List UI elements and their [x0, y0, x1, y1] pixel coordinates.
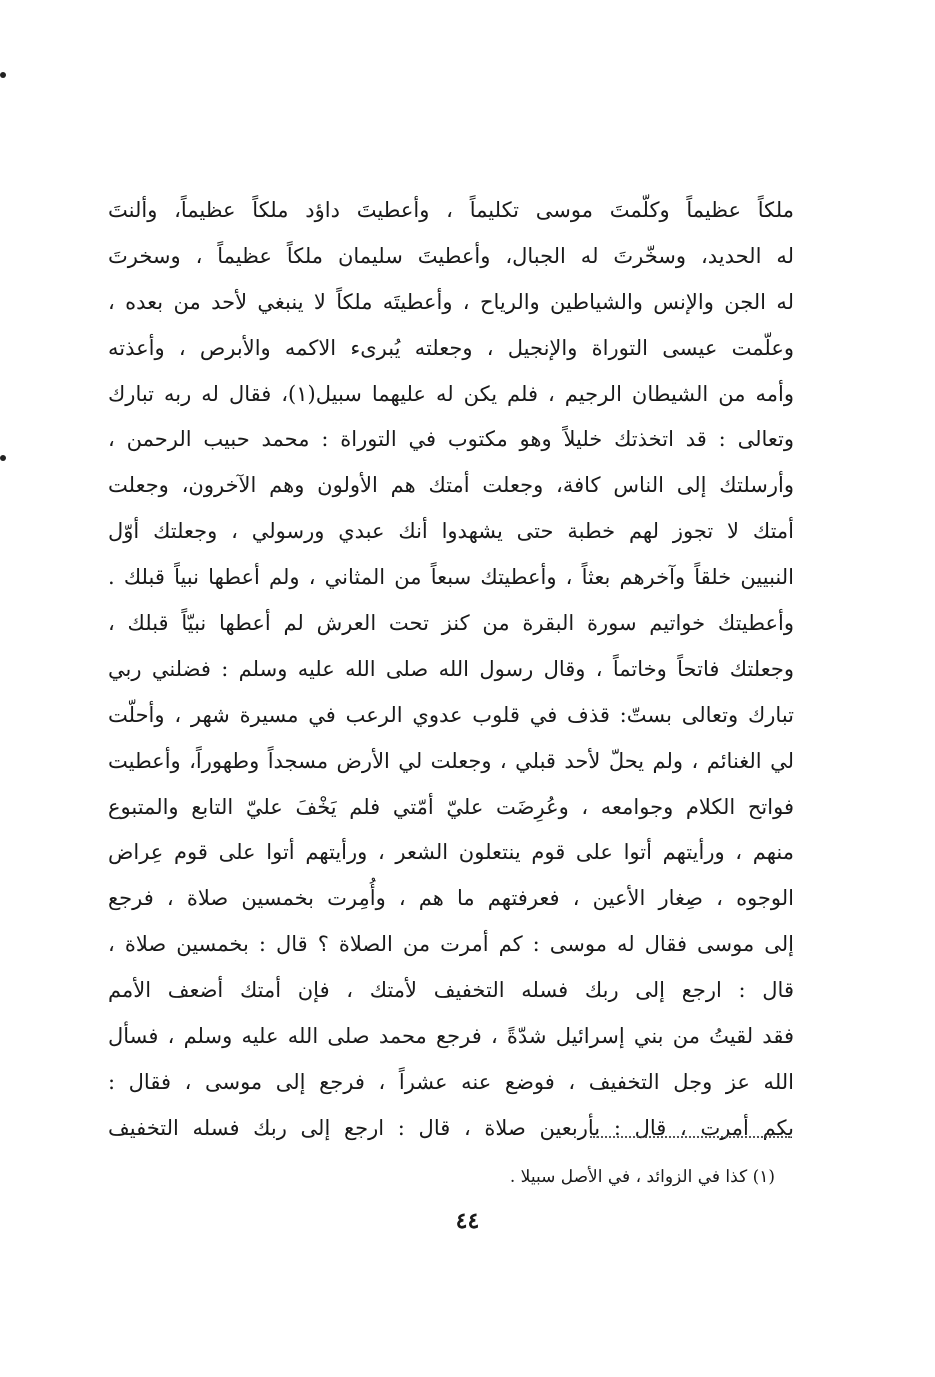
- scan-edge-mark: [0, 455, 6, 461]
- main-text-block: [108, 188, 794, 1152]
- text-line: لي الغنائم ، ولم يحلّ لأحد قبلي ، وجعلت لي الأرض مسجداً وطهوراً، وأعطيت: [108, 748, 794, 773]
- text-line: وعلّمت عيسى التوراة والإنجيل ، وجعلته يُبرىء الاكمه والأبرص ، وأعذته: [108, 335, 794, 360]
- text-line: وأمه من الشيطان الرجيم ، فلم يكن له عليهما سبيل(١)، فقال له ربه تبارك: [108, 381, 794, 406]
- text-line: وأرسلتك إلى الناس كافة، وجعلت أمتك هم الأولون وهم الآخرون، وجعلت: [108, 473, 794, 498]
- text-line: له الجن والإنس والشياطين والرياح ، وأعطيتَه ملكاً لا ينبغي لأحد من بعده ،: [108, 289, 794, 314]
- text-line: تبارك وتعالى بستّ: قذف في قلوب عدوي الرعب في مسيرة شهر ، وأحلّت: [108, 702, 794, 727]
- footnote-separator: [590, 1136, 790, 1138]
- text-line: وأعطيتك خواتيم سورة البقرة من كنز تحت العرش لم أعطها نبيّاً قبلك ،: [108, 611, 794, 636]
- text-line: وتعالى : قد اتخذتك خليلاً وهو مكتوب في التوراة : محمد حبيب الرحمن ،: [108, 427, 794, 452]
- text-line: الله عز وجل التخفيف ، فوضع عنه عشراً ، فرجع إلى موسى ، فقال :: [108, 1069, 794, 1094]
- text-line: إلى موسى فقال له موسى : كم أمرت من الصلاة ؟ قال : بخمسين صلاة ،: [108, 932, 794, 957]
- text-line: له الحديد، وسخّرتَ له الجبال، وأعطيتَ سليمان ملكاً عظيماً ، وسخرتَ: [108, 243, 794, 268]
- text-line: فواتح الكلام وجوامعه ، وعُرِضَت عليّ أمّتي فلم يَخْفَ عليّ التابع والمتبوع: [108, 794, 794, 819]
- text-line: أمتك لا تجوز لهم خطبة حتى يشهدوا أنك عبدي ورسولي ، وجعلتك أوّل: [108, 519, 794, 544]
- text-line: منهم ، ورأيتهم أتوا على قوم ينتعلون الشعر ، ورأيتهم أتوا على قوم عِراض: [108, 840, 794, 865]
- footnote: (١) كذا في الزوائد ، في الأصل سبيلا .: [509, 1167, 775, 1187]
- text-line: فقد لقيتُ من بني إسرائيل شدّةً ، فرجع محمد صلى الله عليه وسلم ، فسأل: [108, 1024, 794, 1049]
- text-line: وجعلتك فاتحاً وخاتماً ، وقال رسول الله صلى الله عليه وسلم : فضلني ربي: [108, 656, 794, 681]
- text-line: الوجوه ، صِغار الأعين ، فعرفتهم ما هم ، وأُمِرت بخمسين صلاة ، فرجع: [108, 886, 794, 911]
- scan-edge-mark: [0, 72, 6, 78]
- text-line: ملكاً عظيماً وكلّمتَ موسى تكليماً ، وأعطيتَ داؤد ملكاً عظيماً، وألنتَ: [108, 198, 794, 222]
- text-line: قال : ارجع إلى ربك فسله التخفيف لأمتك ، فإن أمتك أضعف الأمم: [108, 978, 794, 1003]
- text-line: بكم أمرت ، قال : بأربعين صلاة ، قال : ارجع إلى ربك فسله التخفيف: [108, 1115, 794, 1140]
- text-line: النبيين خلقاً وآخرهم بعثاً ، وأعطيتك سبعاً من المثاني ، ولم أعطها نبياً قبلك .: [108, 565, 794, 590]
- page-number: ٤٤: [455, 1208, 480, 1234]
